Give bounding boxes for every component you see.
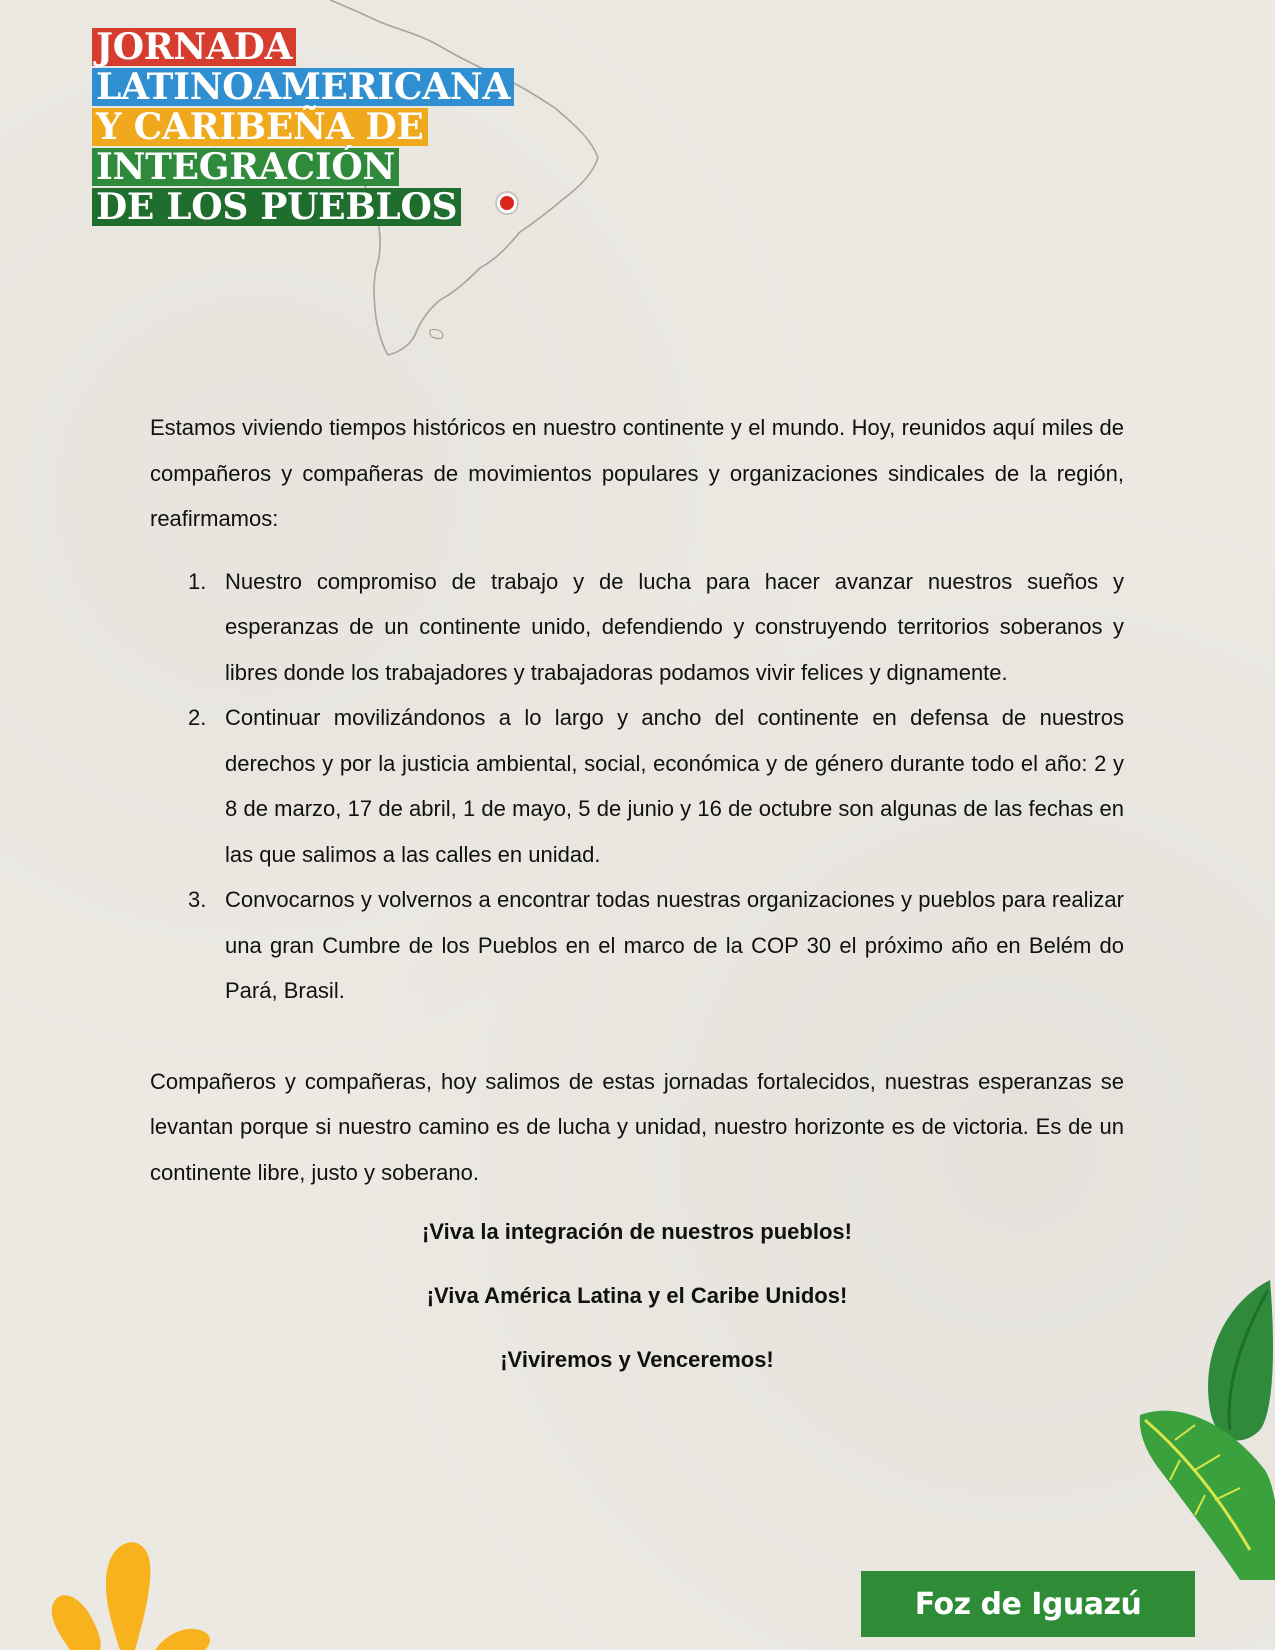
event-logo [92,28,514,228]
list-item-text: Continuar movilizándonos a lo largo y ancho del continente en defensa de nuestros derechos y por la justicia ambiental, social, económica y de género durante todo el año: 2 y 8 de marzo, 17 de abril, 1 de mayo, 5 de junio y 16 de octubre son algunas de las fechas en las que salimos a las calles en unidad. [225,705,1124,867]
list-item [150,695,1124,877]
logo-line-2: LATINOAMERICANA [92,68,514,106]
closing-paragraph: Compañeros y compañeras, hoy salimos de estas jornadas fortalecidos, nuestras esperanzas se levantan porque si nuestro camino es de lucha y unidad, nuestro horizonte es de victoria. Es de un continente libre, justo y soberano. [150,1068,1124,1185]
logo-line-4: INTEGRACIÓN [92,148,399,186]
location-badge: Foz de Iguazú [861,1571,1195,1637]
list-number: 2. [188,705,207,730]
flower-icon [40,1530,260,1650]
list-item [150,559,1124,696]
list-number: 3. [188,887,207,912]
list-item [150,877,1124,1014]
declaration-body [150,405,1124,1374]
list-item-text: Nuestro compromiso de trabajo y de lucha para hacer avanzar nuestros sueños y esperanzas de un continente unido, defendiendo y construyendo territorios soberanos y libres donde los trabajadores y trabajadoras podamos vivir felices y dignamente. [225,568,1124,685]
list-item-text: Convocarnos y volvernos a encontrar todas nuestras organizaciones y pueblos para realizar una gran Cumbre de los Pueblos en el marco de la COP 30 el próximo año en Belém do Pará, Brasil. [225,887,1124,1003]
list-number: 1. [188,568,207,594]
commitment-list [150,559,1124,1014]
logo-line-5: DE LOS PUEBLOS [92,188,461,226]
logo-line-3: Y CARIBEÑA DE [92,108,428,146]
cheer-america-latina: ¡Viva América Latina y el Caribe Unidos! [426,1283,848,1308]
cheer-venceremos: ¡Viviremos y Venceremos! [500,1347,774,1372]
leaf-icon [1120,1250,1275,1580]
cheer-integration: ¡Viva la integración de nuestros pueblos! [422,1219,852,1244]
location-pin-icon [494,190,520,216]
logo-line-1: JORNADA [92,28,296,66]
intro-paragraph: Estamos viviendo tiempos históricos en nuestro continente y el mundo. Hoy, reunidos aquí miles de compañeros y compañeras de movimientos populares y organizaciones sindicales de la región, reafirmamos: [150,415,1124,531]
